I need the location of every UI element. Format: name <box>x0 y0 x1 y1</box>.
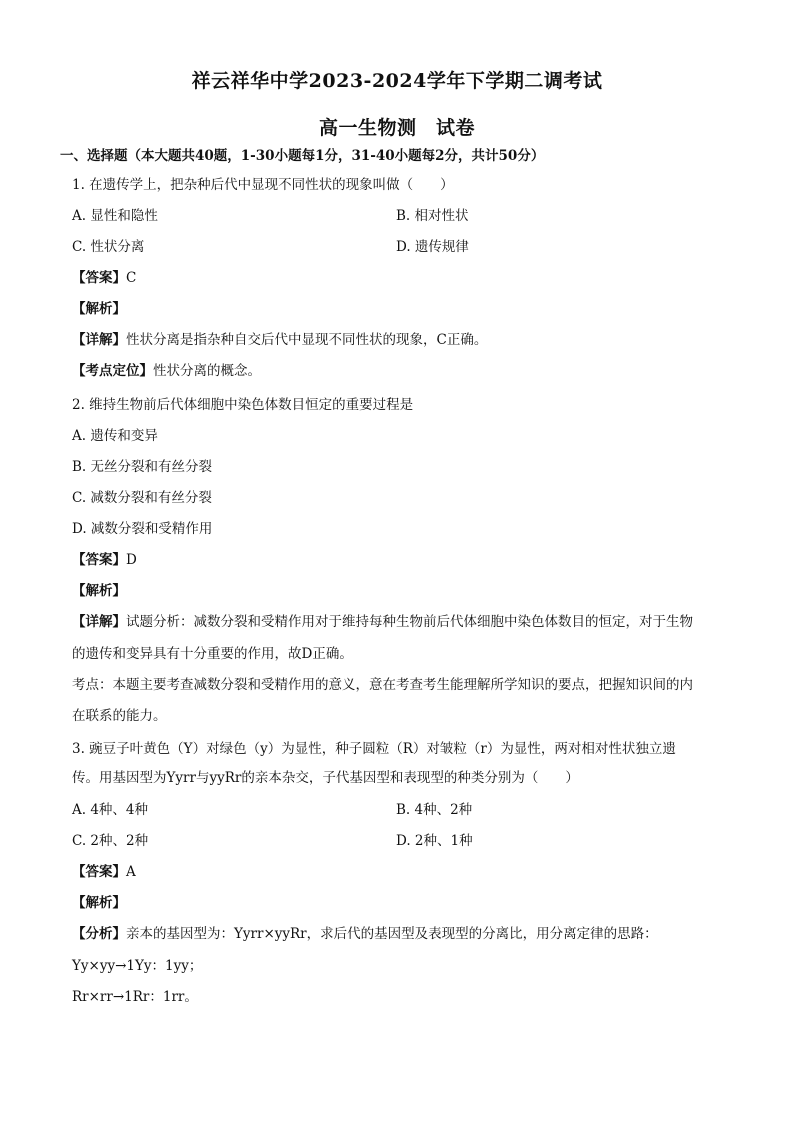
detail-tag: 【详解】 <box>72 614 126 630</box>
fenxi-tag: 【分析】 <box>72 926 126 942</box>
q3-analysis-tag: 【解析】 <box>72 895 126 911</box>
q2-option-c: C. 减数分裂和有丝分裂 <box>72 490 212 506</box>
q2-option-d: D. 减数分裂和受精作用 <box>72 521 213 537</box>
q1-option-c: C. 性状分离 <box>72 239 145 255</box>
q3-stem-line1: 3. 豌豆子叶黄色（Y）对绿色（y）为显性，种子圆粒（R）对皱粒（r）为显性，两对相对性状独立遗 <box>72 741 676 757</box>
q2-detail-line2: 的遗传和变异具有十分重要的作用，故D正确。 <box>72 646 353 662</box>
answer-value: A <box>126 864 136 880</box>
q3-option-d: D. 2种、1种 <box>396 833 473 849</box>
detail-text: 试题分析：减数分裂和受精作用对于维持每种生物前后代体细胞中染色体数目的恒定，对于生物 <box>126 614 693 630</box>
detail-tag: 【详解】 <box>72 332 126 348</box>
q2-note-line1: 考点：本题主要考查减数分裂和受精作用的意义，意在考查考生能理解所学知识的要点，把握知识间的内 <box>72 677 693 693</box>
fenxi-text: 亲本的基因型为：Yyrr×yyRr，求后代的基因型及表现型的分离比，用分离定律的思路： <box>126 926 658 942</box>
detail-text: 性状分离是指杂种自交后代中显现不同性状的现象，C正确。 <box>126 332 488 348</box>
exam-title: 祥云祥华中学2023-2024学年下学期二调考试 <box>191 70 603 92</box>
q1-extra <box>72 362 261 380</box>
q2-option-a: A. 遗传和变异 <box>72 428 158 444</box>
q3-stem-line2: 传。用基因型为Yyrr与yyRr的亲本杂交，子代基因型和表现型的种类分别为（ ） <box>72 770 579 786</box>
answer-tag: 【答案】 <box>72 552 126 568</box>
q1-option-d: D. 遗传规律 <box>396 239 469 255</box>
section-heading: 一、选择题（本大题共40题，1-30小题每1分，31-40小题每2分，共计50分） <box>60 148 545 164</box>
exam-subtitle: 高一生物测 试卷 <box>318 117 475 139</box>
answer-value: C <box>126 270 137 286</box>
answer-value: D <box>126 552 137 568</box>
q1-option-a: A. 显性和隐性 <box>72 208 158 224</box>
q3-calc-line1: Yy×yy→1Yy：1yy； <box>72 958 203 974</box>
answer-tag: 【答案】 <box>72 270 126 286</box>
answer-tag: 【答案】 <box>72 864 126 880</box>
extra-tag: 【考点定位】 <box>72 363 153 379</box>
q3-option-c: C. 2种、2种 <box>72 833 149 849</box>
extra-text: 性状分离的概念。 <box>153 363 261 379</box>
q2-detail-line1 <box>72 613 693 631</box>
q2-option-b: B. 无丝分裂和有丝分裂 <box>72 459 213 475</box>
q2-note-line2: 在联系的能力。 <box>72 708 167 724</box>
q2-analysis-tag: 【解析】 <box>72 583 126 599</box>
q1-analysis-tag: 【解析】 <box>72 301 126 317</box>
q3-option-a: A. 4种、4种 <box>72 802 149 818</box>
q1-stem: 1. 在遗传学上，把杂种后代中显现不同性状的现象叫做（ ） <box>72 177 454 193</box>
q3-option-b: B. 4种、2种 <box>396 802 473 818</box>
q1-detail <box>72 331 487 349</box>
q3-fenxi <box>72 925 658 943</box>
q1-option-b: B. 相对性状 <box>396 208 469 224</box>
q3-answer <box>72 863 136 881</box>
q1-answer <box>72 269 136 287</box>
q2-stem: 2. 维持生物前后代体细胞中染色体数目恒定的重要过程是 <box>72 397 414 413</box>
q3-calc-line2: Rr×rr→1Rr：1rr。 <box>72 989 198 1005</box>
q2-answer <box>72 551 137 569</box>
